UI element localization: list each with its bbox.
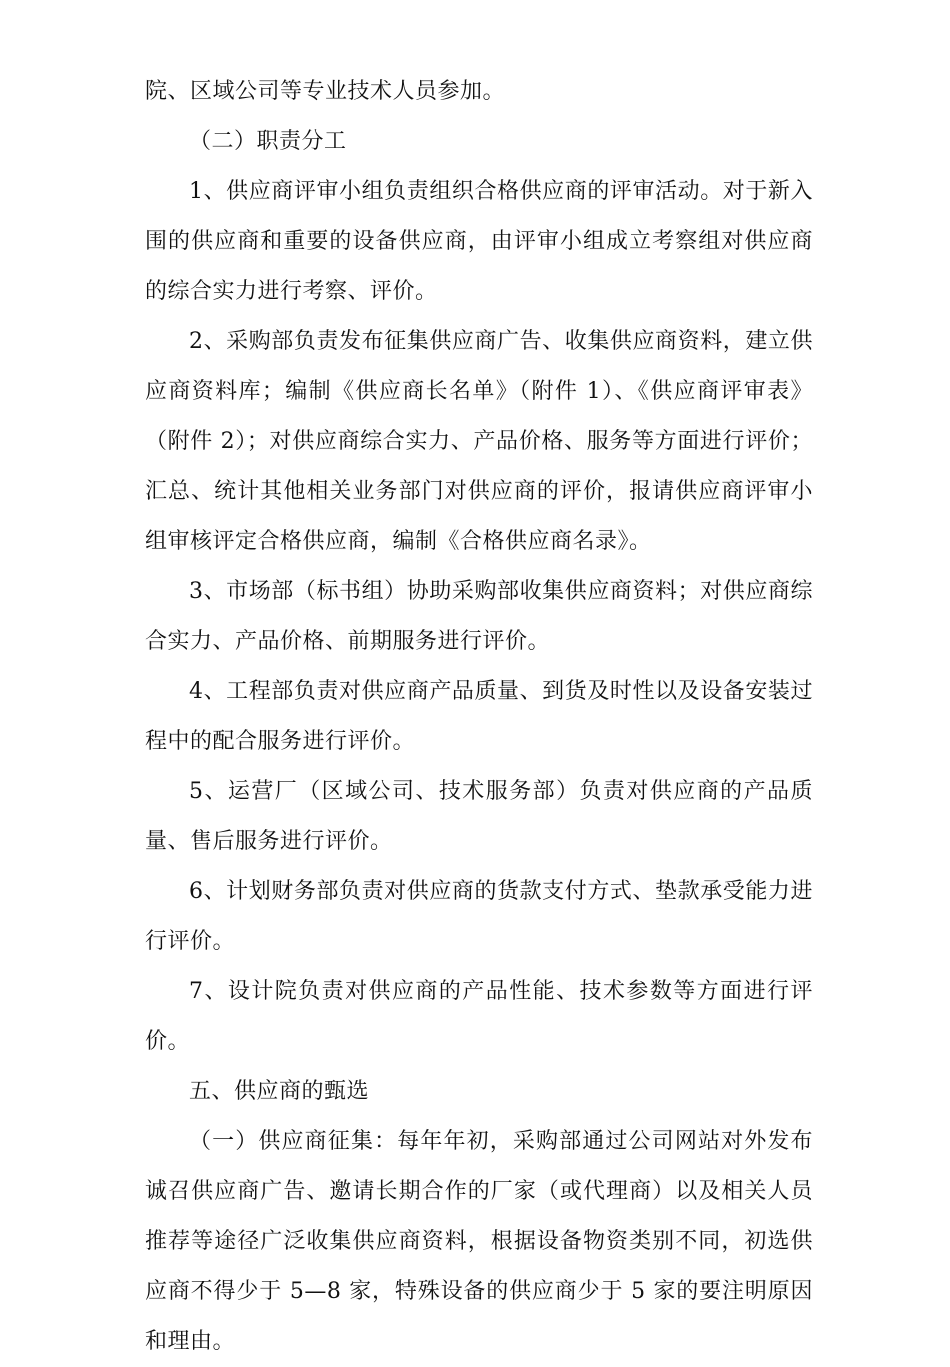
paragraph-supplier-collection: （一）供应商征集：每年年初，采购部通过公司网站对外发布诚召供应商广告、邀请长期合作的厂家（或代理商）以及相关人员推荐等途径广泛收集供应商资料，根据设备物资类别不同，初选供应商不得少于 5—8 家，特殊设备的供应商少于 5 家的要注明原因和理由。 (145, 1129, 813, 1354)
paragraph-item-2: 2、采购部负责发布征集供应商广告、收集供应商资料，建立供应商资料库；编制《供应商长名单》（附件 1）、《供应商评审表》（附件 2）；对供应商综合实力、产品价格、服务等方面进行评价；汇总、统计其他相关业务部门对供应商的评价，报请供应商评审小组审核评定合格供应商，编制《合格供应商名录》。 (145, 329, 813, 554)
paragraph-continuation: 院、区域公司等专业技术人员参加。 (145, 79, 506, 104)
section-heading-duties: （二）职责分工 (189, 129, 347, 154)
section-heading-selection: 五、供应商的甄选 (189, 1079, 370, 1104)
paragraph-item-3: 3、市场部（标书组）协助采购部收集供应商资料；对供应商综合实力、产品价格、前期服务进行评价。 (145, 579, 813, 654)
paragraph-item-7: 7、设计院负责对供应商的产品性能、技术参数等方面进行评价。 (145, 979, 813, 1054)
paragraph-item-5: 5、运营厂（区域公司、技术服务部）负责对供应商的产品质量、售后服务进行评价。 (145, 779, 813, 854)
paragraph-item-6: 6、计划财务部负责对供应商的货款支付方式、垫款承受能力进行评价。 (145, 879, 813, 954)
document-body (145, 67, 813, 1367)
paragraph-item-4: 4、工程部负责对供应商产品质量、到货及时性以及设备安装过程中的配合服务进行评价。 (145, 679, 813, 754)
paragraph-item-1: 1、供应商评审小组负责组织合格供应商的评审活动。对于新入围的供应商和重要的设备供应商，由评审小组成立考察组对供应商的综合实力进行考察、评价。 (145, 179, 813, 304)
